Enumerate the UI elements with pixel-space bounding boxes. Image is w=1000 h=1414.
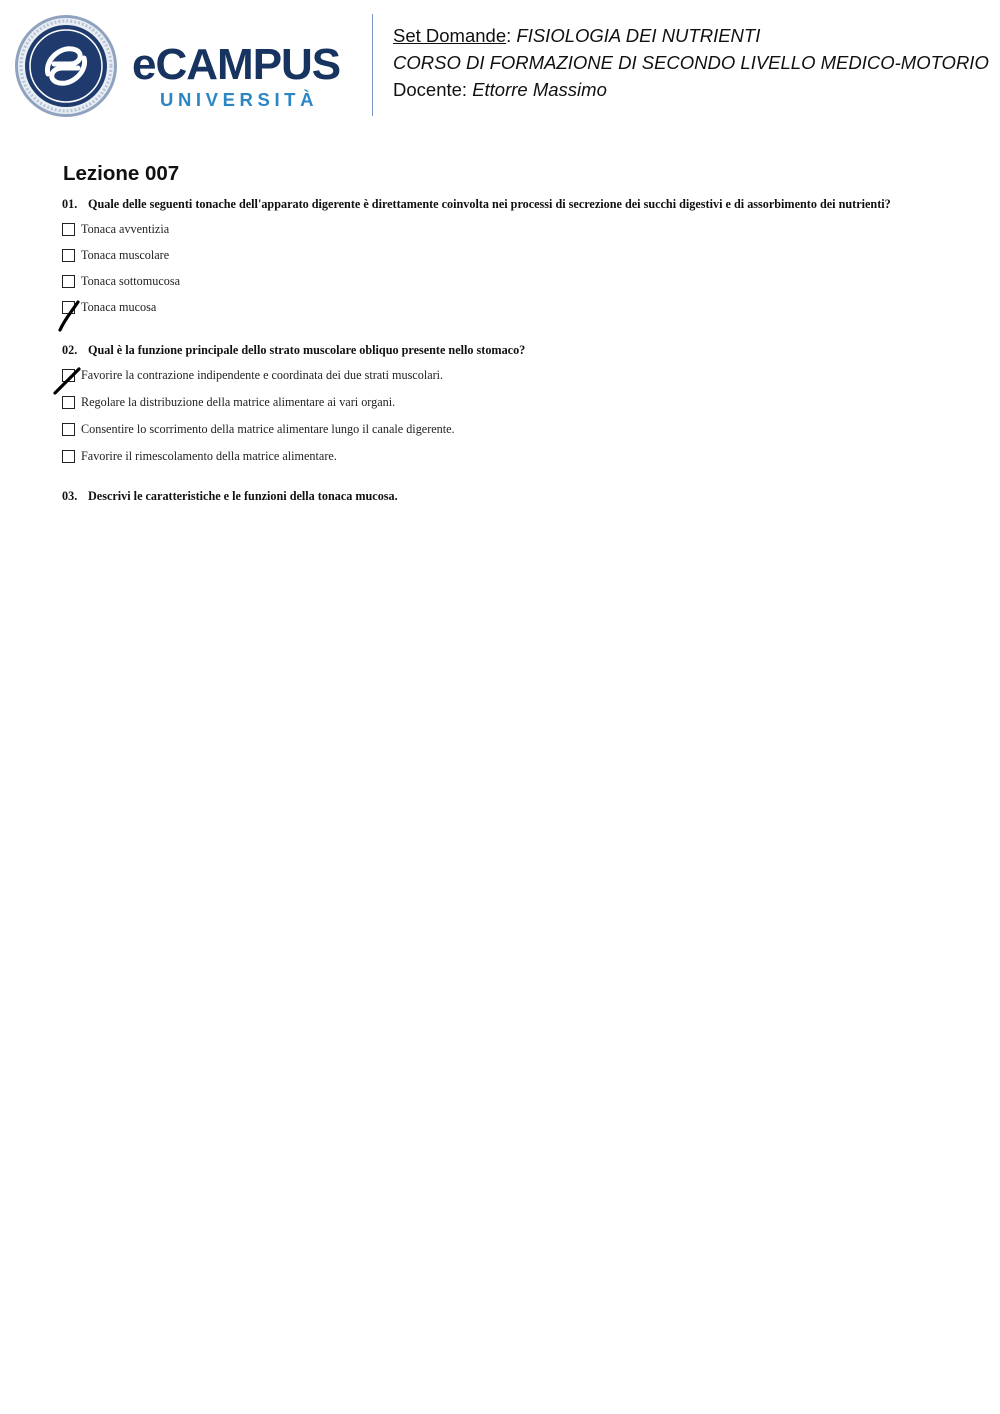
- teacher-line: [393, 76, 989, 103]
- set-separator: :: [506, 25, 517, 46]
- checkbox[interactable]: [62, 223, 75, 236]
- option-label: Consentire lo scorrimento della matrice alimentare lungo il canale digerente.: [81, 422, 455, 436]
- option-label: Favorire la contrazione indipendente e coordinata dei due strati muscolari.: [81, 368, 444, 382]
- lesson-title: Lezione 007: [63, 162, 180, 185]
- checkbox[interactable]: [62, 450, 75, 463]
- course-line: [393, 49, 989, 76]
- set-label: Set Domande: [393, 25, 507, 46]
- header-info: [393, 22, 989, 103]
- ecampus-logo: [14, 14, 359, 118]
- course: CORSO DI FORMAZIONE DI SECONDO LIVELLO MEDICO-MOTORIO: [393, 52, 989, 73]
- option-label: Regolare la distribuzione della matrice alimentare ai vari organi.: [81, 395, 396, 409]
- question-number: 03.: [62, 489, 78, 503]
- question-text: Quale delle seguenti tonache dell'apparato digerente è direttamente coinvolta nei processi di secrezione dei succhi digestivi e di assorbimento dei nutrienti?: [88, 197, 891, 211]
- checkbox[interactable]: [62, 396, 75, 409]
- checkbox[interactable]: [62, 275, 75, 288]
- teacher-label: Docente:: [393, 79, 473, 100]
- option-label: Tonaca muscolare: [81, 248, 170, 262]
- checkbox[interactable]: [62, 369, 75, 382]
- header-divider: [372, 14, 373, 116]
- logo-subtitle: UNIVERSITÀ: [160, 89, 319, 110]
- question-number: 01.: [62, 197, 78, 211]
- subject: FISIOLOGIA DEI NUTRIENTI: [516, 25, 761, 46]
- question-1: [62, 197, 891, 212]
- question-3: [62, 489, 398, 504]
- set-line: [393, 22, 989, 49]
- checkbox[interactable]: [62, 249, 75, 262]
- option-label: Tonaca avventizia: [81, 222, 170, 236]
- logo-wordmark: eCAMPUS: [132, 40, 341, 89]
- checkbox[interactable]: [62, 301, 75, 314]
- option-label: Tonaca sottomucosa: [81, 274, 180, 288]
- question-text: Descrivi le caratteristiche e le funzioni della tonaca mucosa.: [88, 489, 398, 503]
- teacher-name: Ettorre Massimo: [472, 79, 607, 100]
- university-seal-icon: [14, 14, 118, 118]
- option-label: Favorire il rimescolamento della matrice alimentare.: [81, 449, 337, 463]
- question-text: Qual è la funzione principale dello strato muscolare obliquo presente nello stomaco?: [88, 343, 526, 357]
- checkbox[interactable]: [62, 423, 75, 436]
- question-2: [62, 343, 525, 358]
- option-label: Tonaca mucosa: [81, 300, 157, 314]
- question-number: 02.: [62, 343, 78, 357]
